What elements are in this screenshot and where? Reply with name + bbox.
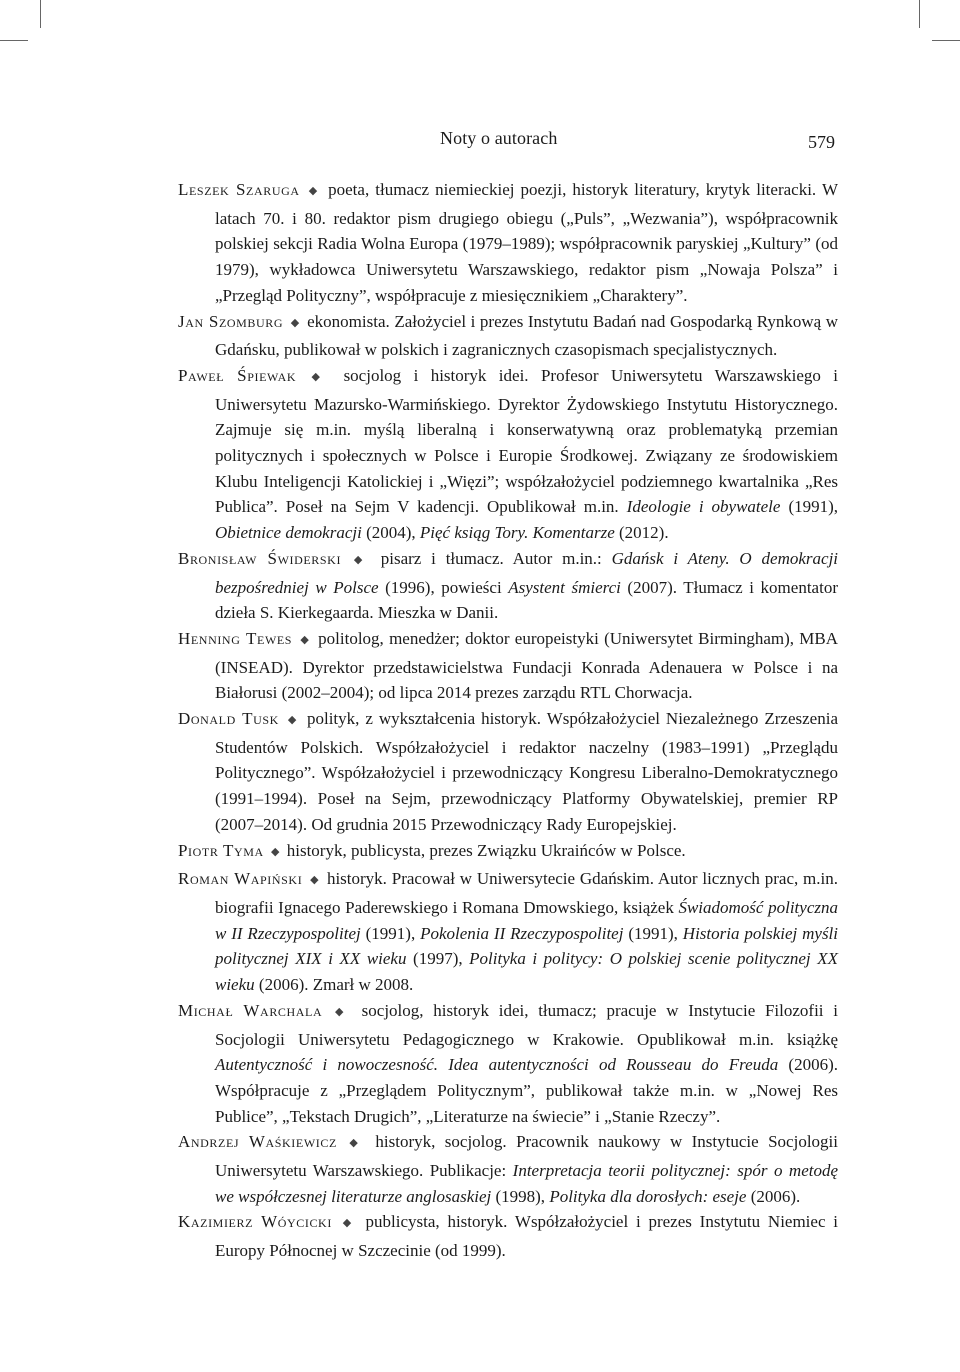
diamond-separator-icon: ◆ <box>342 1217 355 1230</box>
author-name: Piotr Tyma <box>178 840 264 860</box>
bio-text: historyk. Pracował w Uniwersytecie Gdańskim. Autor licznych prac, m.in. biografii Ignacego Paderewskiego i Romana Dmowskiego, książek <box>215 869 839 917</box>
publication-title: Pięć ksiąg Tory. Komentarze <box>419 523 615 543</box>
bio-text: socjolog i historyk idei. Profesor Uniwersytetu Warszawskiego i Uniwersytetu Mazursko-Warmińskiego. Dyrektor Żydowskiego Instytutu Historycznego. Zajmuje się m.in. myślą liberalną i konserwatywną oraz problematyką przemian politycznych i społecznych w Polsce i Europie Środkowej. Związany ze środowiskiem Klubu Inteligencji Katolickiej i „Więzi”; współzałożyciel podziemnego kwartalnika „Res Publica”. Poseł na Sejm V kadencji. Opublikował m.in. <box>215 365 839 517</box>
diamond-separator-icon: ◆ <box>310 874 320 887</box>
author-entry <box>178 309 838 363</box>
author-name: Bronisław Świderski <box>178 548 342 568</box>
bio-text: politolog, menedżer; doktor europeistyki (Uniwersytet Birmingham), MBA (INSEAD). Dyrektor przedstawicielstwa Fundacji Konrada Adenauera w Polsce i na Białorusi (2002–2004); od lipca 2014 prezes zarządu RTL Chorwacja. <box>215 628 839 703</box>
bio-text: (2006). Współpracuje z „Przeglądem Politycznym”, publikował także m.in. w „Nowej Res Publice”, „Tekstach Drugich”, „Literaturze na świecie” i „Stanie Rzeczy”. <box>215 1055 838 1126</box>
publication-title: Obietnice demokracji <box>215 523 362 543</box>
publication-title: Interpretacja teorii politycznej: spór o metodę we współczesnej literaturze anglosaskiej <box>215 1161 839 1206</box>
publication-title: Autentyczność i nowoczesność. Idea autentyczności od Rousseau do Freuda <box>215 1055 779 1075</box>
author-name: Michał Warchala <box>178 1000 323 1020</box>
author-name: Donald Tusk <box>178 709 279 729</box>
bio-text: ekonomista. Założyciel i prezes Instytutu Badań nad Gospodarką Rynkową w Gdańsku, publikował w polskich i zagranicznych czasopismach specjalistycznych. <box>215 311 839 360</box>
diamond-separator-icon: ◆ <box>349 1137 363 1150</box>
bio-text: (1991), <box>780 497 839 517</box>
diamond-separator-icon: ◆ <box>271 845 280 858</box>
author-entry <box>178 706 838 838</box>
diamond-separator-icon: ◆ <box>353 553 368 566</box>
running-head-title: Noty o autorach <box>440 128 558 148</box>
diamond-separator-icon: ◆ <box>290 316 300 329</box>
author-entry <box>178 1129 838 1209</box>
author-entry <box>178 1209 838 1263</box>
author-name: Jan Szomburg <box>178 311 284 331</box>
bio-text: (1996), powieści <box>378 577 509 597</box>
author-entry <box>178 866 838 998</box>
author-notes-list <box>178 177 838 1264</box>
publication-title: Ideologie i obywatele <box>626 497 781 517</box>
bio-text: poeta, tłumacz niemieckiej poezji, historyk literatury, krytyk literacki. W latach 70. i 80. redaktor pism drugiego obiegu („Puls”, „Wezwania”), współpracownik polskiej sekcji Radia Wolna Europa (1979–1989); współpracownik paryskiej „Kultury” (od 1979), wykładowca Uniwersytetu Warszawskiego, redaktor pism „Nowaja Polsza” i „Przegląd Polityczny”, współpracuje z miesięcznikiem „Charaktery”. <box>215 180 838 305</box>
publication-title: Polityka i politycy: O polskiej scenie politycznej XX wieku <box>215 949 838 995</box>
publication-title: Historia polskiej myśli politycznej XIX i XX wieku <box>215 923 839 969</box>
bio-text: (1997), <box>406 949 470 969</box>
bio-text: pisarz i tłumacz. Autor m.in.: <box>380 548 612 568</box>
author-entry <box>178 546 838 626</box>
bio-text: socjolog, historyk idei, tłumacz; pracuje w Instytucie Filozofii i Socjologii Uniwersytetu Pedagogicznego w Krakowie. Opublikował m.in. książkę <box>215 1000 838 1049</box>
bio-text: historyk, socjolog. Pracownik naukowy w Instytucie Socjologii Uniwersytetu Warszawskiego. Publikacje: <box>215 1132 838 1181</box>
page-number: 579 <box>808 132 835 152</box>
author-entry <box>178 626 838 706</box>
author-name: Andrzej Waśkiewicz <box>178 1132 337 1152</box>
crop-mark-top-left-horizontal <box>0 40 28 41</box>
bio-text: (2012). <box>614 523 669 543</box>
author-name: Kazimierz Wóycicki <box>178 1212 332 1232</box>
bio-text: (1991), <box>623 923 683 943</box>
bio-text: (2006). <box>746 1186 801 1206</box>
bio-text: (1991), <box>360 923 421 943</box>
publication-title: Asystent śmierci <box>508 577 621 597</box>
author-name: Roman Wapiński <box>178 869 303 889</box>
bio-text: (2007). Tłumacz i komentator dzieła S. Kierkegaarda. Mieszka w Danii. <box>215 577 838 623</box>
bio-text: polityk, z wykształcenia historyk. Współzałożyciel Niezależnego Zrzeszenia Studentów Polskich. Współzałożyciel i redaktor naczelny (1983–1991) „Przeglądu Politycznego”. Współzałożyciel i przewodniczący Kongresu Liberalno-Demokratycznego (1991–1994). Poseł na Sejm, przewodniczący Platformy Obywatelskiej, premier RP (2007–2014). Od grudnia 2015 Przewodniczący Rady Europejskiej. <box>215 709 838 834</box>
publication-title: Pokolenia II Rzeczypospolitej <box>420 923 624 943</box>
author-name: Leszek Szaruga <box>178 180 300 199</box>
bio-text: publicysta, historyk. Współzałożyciel i prezes Instytutu Niemiec i Europy Północnej w Szczecinie (od 1999). <box>215 1212 839 1261</box>
author-entry <box>178 177 838 309</box>
bio-text: historyk, publicysta, prezes Związku Ukraińców w Polsce. <box>286 840 686 860</box>
diamond-separator-icon: ◆ <box>311 370 329 383</box>
crop-mark-top-right-horizontal <box>932 40 960 41</box>
diamond-separator-icon: ◆ <box>308 185 320 197</box>
crop-mark-top-left <box>40 0 41 28</box>
diamond-separator-icon: ◆ <box>287 714 299 727</box>
author-name: Paweł Śpiewak <box>178 365 297 385</box>
author-entry <box>178 363 838 546</box>
diamond-separator-icon: ◆ <box>300 633 310 646</box>
diamond-separator-icon: ◆ <box>334 1005 349 1018</box>
author-name: Henning Tewes <box>178 628 293 648</box>
author-entry <box>178 998 838 1130</box>
author-entry <box>178 838 838 867</box>
bio-text: (2004), <box>361 523 420 543</box>
bio-text: (1998), <box>491 1186 550 1206</box>
publication-title: Polityka dla dorosłych: eseje <box>549 1186 747 1206</box>
publication-title: Świadomość polityczna w II Rzeczypospolitej <box>215 897 838 943</box>
publication-title: Gdańsk i Ateny. O demokracji bezpośredniej w Polsce <box>215 548 839 597</box>
crop-mark-top-right <box>919 0 920 28</box>
bio-text: (2006). Zmarł w 2008. <box>254 975 414 995</box>
